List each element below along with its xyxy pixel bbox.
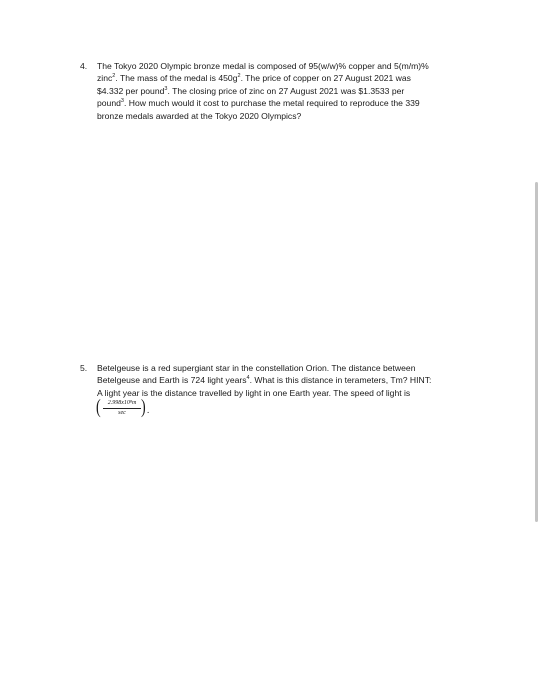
formula-period: . (147, 405, 150, 415)
footnote-ref: 2 (112, 73, 116, 80)
text-line (97, 97, 420, 109)
footnote-ref: 3 (164, 85, 168, 92)
text-line (97, 374, 431, 386)
fraction-numerator: 2.998x10⁸m (103, 399, 141, 409)
text-run: . How much would it cost to purchase the metal required to reproduce the 339 (123, 98, 420, 109)
text-run: bronze medals awarded at the Tokyo 2020 Olympics? (97, 110, 302, 121)
text-run: $4.332 per pound (97, 85, 165, 96)
footnote-ref: 4 (246, 375, 250, 382)
right-paren: ) (141, 396, 146, 418)
text-run: . The mass of the medal is 450g (115, 73, 238, 84)
text-line (97, 85, 404, 97)
text-line (97, 110, 301, 122)
question-number: 4. (80, 61, 88, 71)
question-number: 5. (80, 363, 88, 373)
text-run: Betelgeuse and Earth is 724 light years (97, 375, 247, 386)
text-run: . The closing price of zinc on 27 August 2021 was $1.3533 per (167, 85, 405, 96)
text-run: . The price of copper on 27 August 2021 was (240, 73, 411, 84)
vertical-scrollbar[interactable] (535, 182, 538, 522)
fraction (103, 399, 141, 417)
fraction-denominator: sec (118, 409, 126, 416)
text-run: . What is this distance in terameters, Tm? HINT: (249, 375, 432, 386)
text-line (97, 72, 411, 84)
text-line (97, 60, 429, 72)
text-run: pound (97, 98, 121, 109)
footnote-ref: 3 (120, 98, 124, 105)
speed-of-light-formula (95, 397, 155, 419)
text-run: A light year is the distance travelled by light in one Earth year. The speed of light is (97, 387, 411, 398)
left-paren: ( (96, 396, 101, 418)
text-run: The Tokyo 2020 Olympic bronze medal is composed of 95(w/w)% copper and 5(m/m)% (97, 61, 429, 71)
text-run: zinc (97, 73, 113, 84)
text-line (97, 362, 415, 374)
footnote-ref: 2 (237, 73, 241, 80)
text-run: Betelgeuse is a red supergiant star in the constellation Orion. The distance between (97, 363, 416, 373)
